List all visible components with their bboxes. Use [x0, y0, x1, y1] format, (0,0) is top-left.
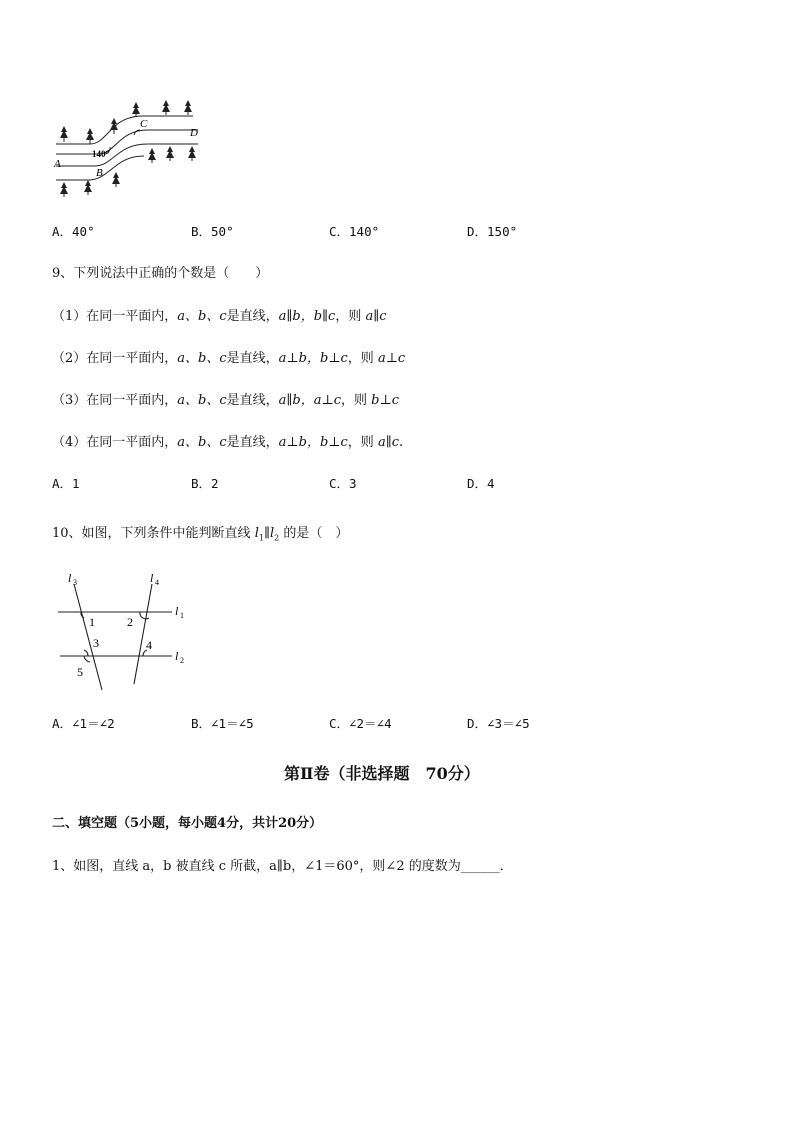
section-heading: 二、填空题（5小题，每小题4分，共计20分） [52, 816, 323, 831]
q10-option-a[interactable]: A．∠1＝∠2 [52, 716, 115, 731]
q9-statement-3: （3）在同一平面内，a、b、c是直线，a∥b，a⊥c，则 b⊥c [52, 393, 399, 408]
label-l2-sub: 2 [180, 656, 184, 665]
angle-label-1: 1 [89, 615, 95, 629]
tree-icon [86, 128, 94, 144]
q9-stem: 9、下列说法中正确的个数是（ ） [52, 266, 269, 281]
q9-statement-1: （1）在同一平面内，a、b、c是直线，a∥b，b∥c，则 a∥c [52, 309, 387, 324]
q9-statement-4: （4）在同一平面内，a、b、c是直线，a⊥b，b⊥c，则 a∥c. [52, 435, 404, 450]
label-l1-sub: 1 [180, 611, 184, 620]
angle-label-5: 5 [77, 665, 83, 679]
point-label-a: A [54, 158, 61, 170]
label-l2: l [175, 649, 179, 663]
tree-icon [110, 118, 118, 134]
q8-figure [48, 96, 208, 200]
road-line-ab-cd [56, 130, 198, 154]
q9-option-c[interactable]: C．3 [329, 476, 357, 491]
part2-title: 第Ⅱ卷（非选择题 70分） [284, 764, 480, 783]
q9-option-b[interactable]: B．2 [191, 476, 219, 491]
point-label-c: C [140, 118, 148, 130]
label-l3: l [68, 571, 72, 585]
q10-stem: 10、如图，下列条件中能判断直线 $l_1\parallel l_2$ 的是（ ） [52, 526, 349, 543]
label-l3-sub: 3 [73, 578, 77, 587]
point-label-d: D [190, 127, 198, 139]
angle-label-3: 3 [93, 636, 99, 650]
point-label-b: B [96, 167, 103, 179]
q10-option-b[interactable]: B．∠1＝∠5 [191, 716, 254, 731]
tree-icon [60, 126, 68, 142]
tree-icon [184, 100, 192, 115]
fill-question-1: 1、如图，直线 a，b 被直线 c 所截，a∥b，∠1＝60°，则∠2 的度数为______． [52, 859, 513, 874]
tree-icon [84, 180, 92, 195]
q8-option-c[interactable]: C．140° [329, 224, 380, 239]
angle-label-2: 2 [127, 615, 133, 629]
tree-icon [188, 146, 196, 161]
tree-icon [148, 148, 156, 163]
tree-icon [60, 182, 68, 197]
q9-statement-2: （2）在同一平面内，a、b、c是直线，a⊥b，b⊥c，则 a⊥c [52, 351, 406, 366]
angle-arc-5 [84, 656, 90, 662]
tree-icon [112, 172, 120, 187]
angle-arc-3 [84, 650, 88, 656]
q10-option-c[interactable]: C．∠2＝∠4 [329, 716, 392, 731]
angle-label-140: 140° [92, 149, 110, 159]
tree-icon [162, 100, 170, 115]
label-l4: l [150, 571, 154, 585]
q8-option-b[interactable]: B．50° [191, 224, 234, 239]
q9-option-d[interactable]: D．4 [467, 476, 495, 491]
river-lower-line [56, 144, 198, 166]
label-l1: l [175, 604, 179, 618]
line-l4 [134, 584, 152, 684]
tree-icon [132, 102, 140, 117]
q8-option-a[interactable]: A．40° [52, 224, 95, 239]
label-l4-sub: 4 [155, 578, 159, 587]
angle-arc-2 [140, 612, 149, 619]
q10-option-d[interactable]: D．∠3＝∠5 [467, 716, 530, 731]
q9-option-a[interactable]: A．1 [52, 476, 80, 491]
tree-icons [60, 100, 196, 197]
angle-label-4: 4 [146, 638, 152, 652]
q10-figure [54, 566, 204, 696]
tree-icon [166, 146, 174, 161]
q8-option-d[interactable]: D．150° [467, 224, 518, 239]
